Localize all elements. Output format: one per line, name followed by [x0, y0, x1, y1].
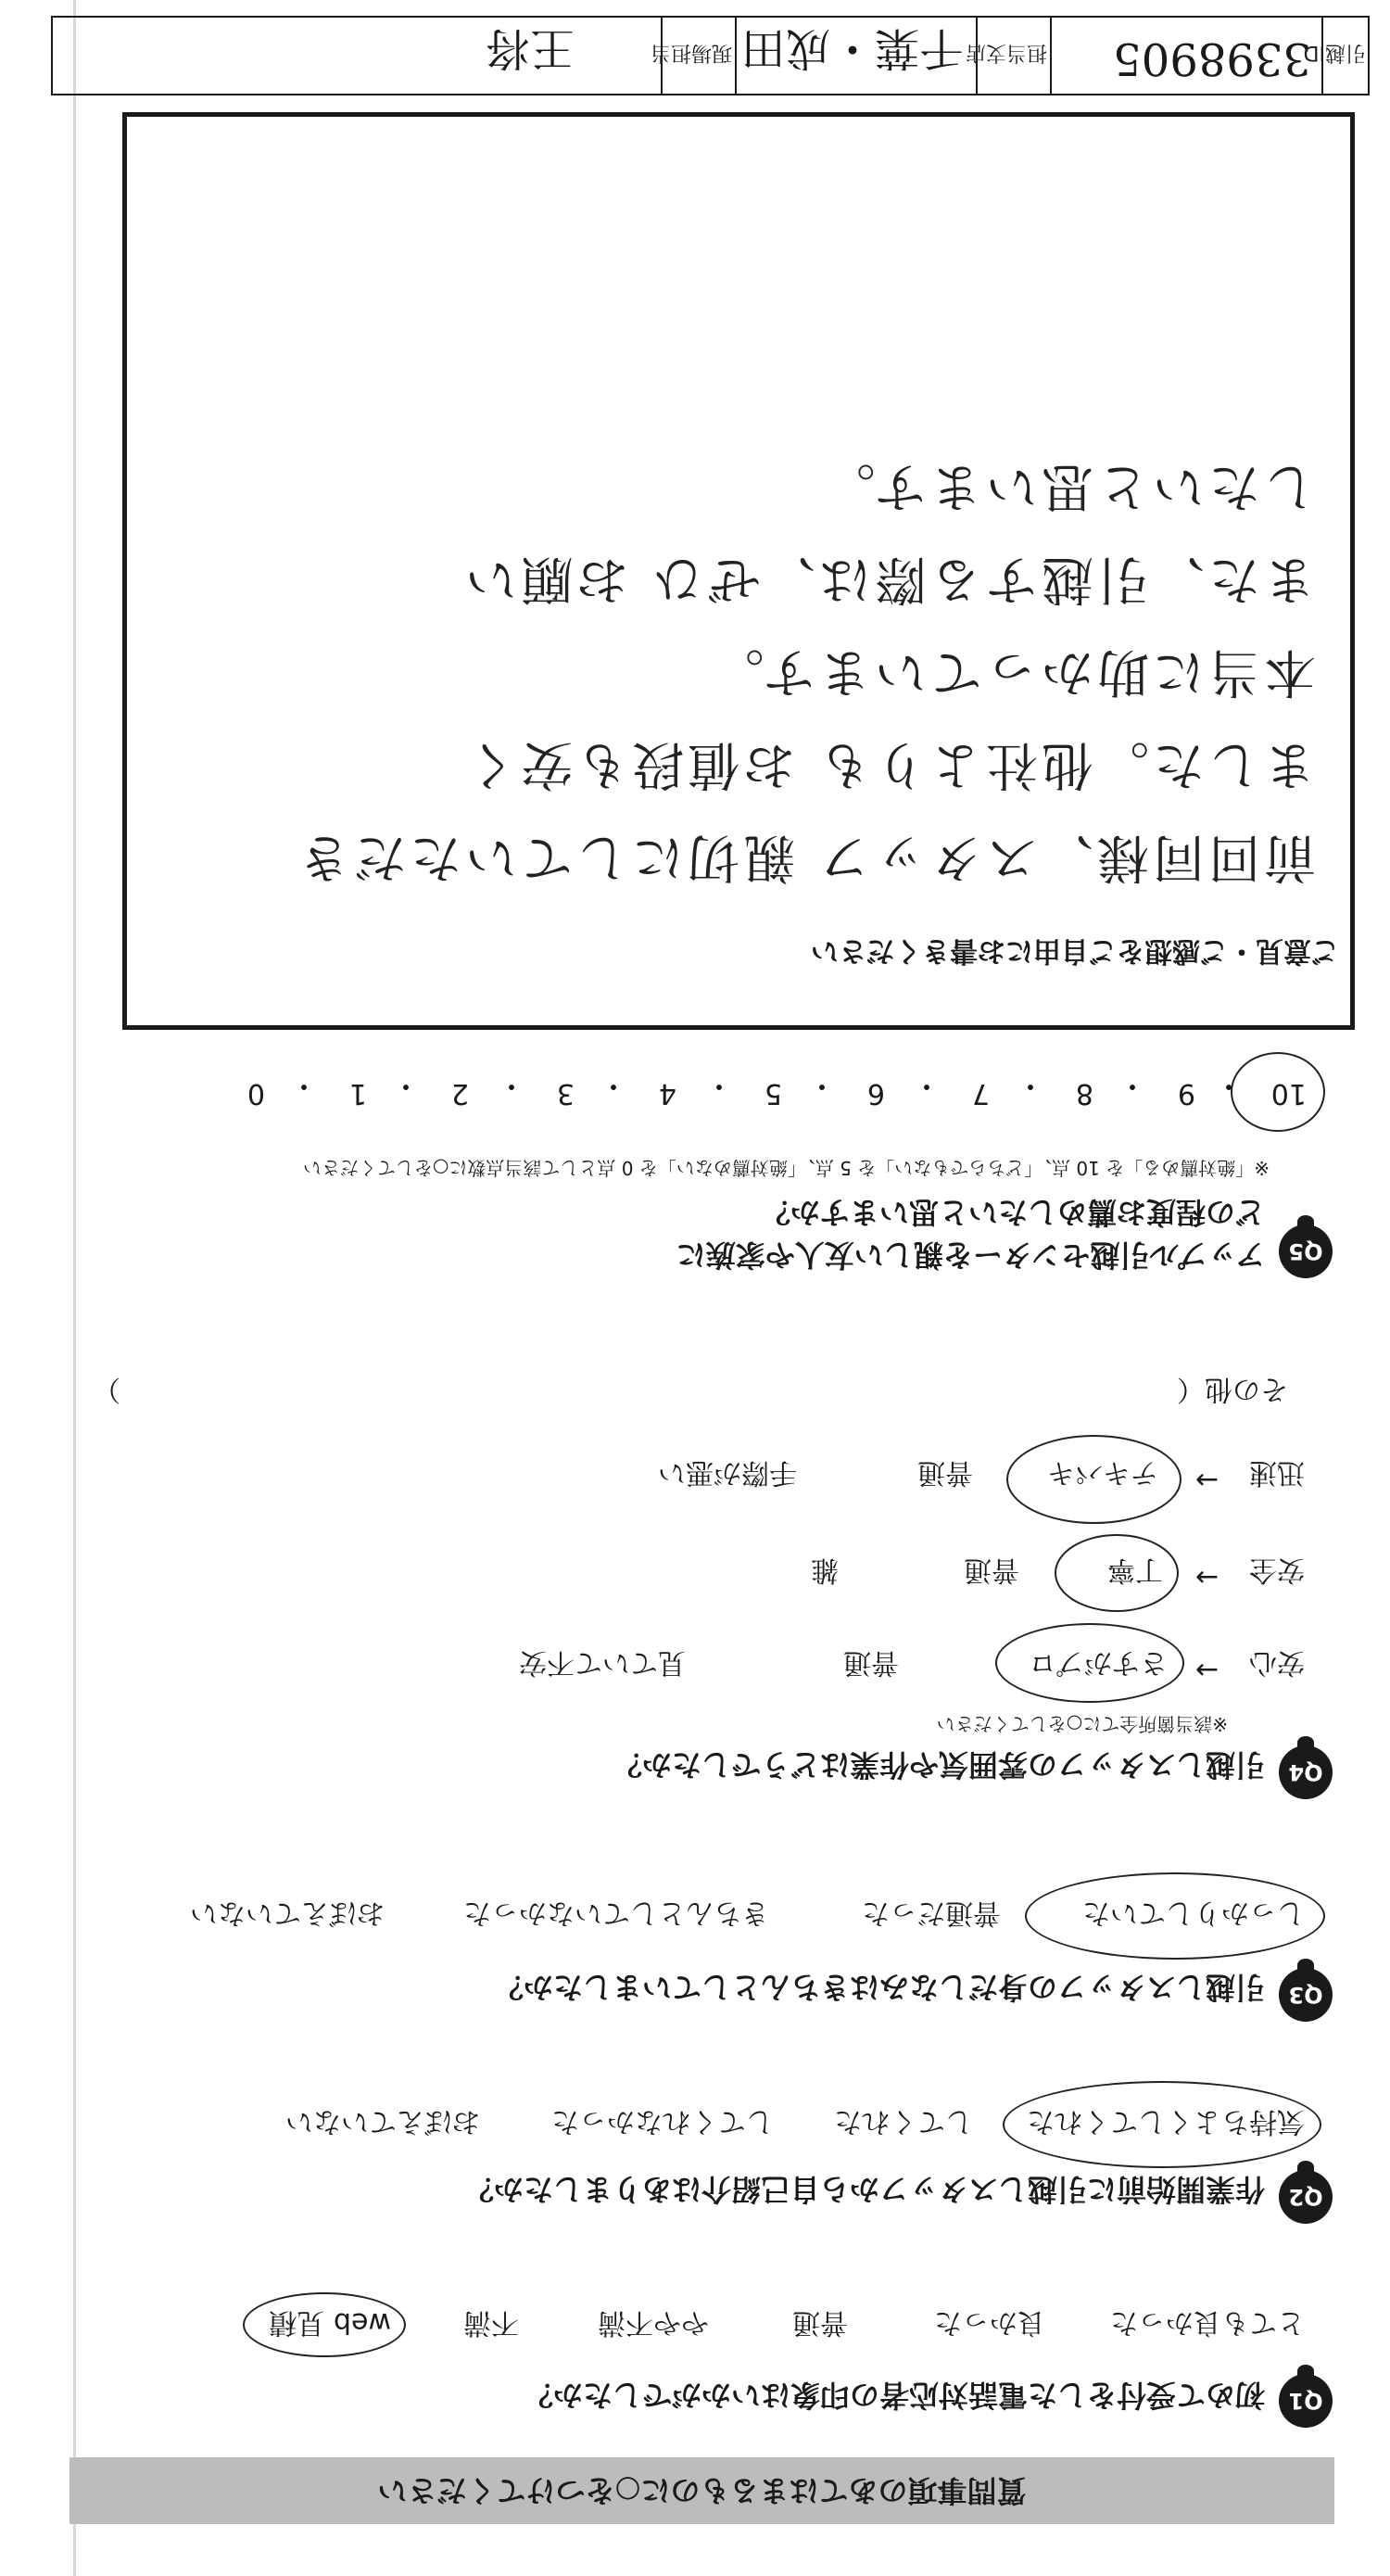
q4-row3-label: 迅速	[1249, 1456, 1305, 1489]
q1-option-3[interactable]: 普通	[792, 2306, 848, 2339]
q2-option-1[interactable]: 気持ちよくしてくれた	[1027, 2105, 1305, 2138]
scale-separator: ・	[805, 1069, 837, 1104]
q1-option-5[interactable]: 不満	[463, 2306, 519, 2339]
q2-option-4[interactable]: おぼえていない	[285, 2105, 480, 2138]
q4-row3-option-3[interactable]: 手際が悪い	[658, 1456, 797, 1489]
comment-line-5: したいと思います。	[819, 456, 1316, 516]
arrow-icon: →	[1194, 1561, 1219, 1593]
instruction-text: 質問事項のあてはまるものに○をつけてください	[377, 2473, 1027, 2508]
q5-text-line1: アップル引越センターを親しい友人や家族に	[676, 1237, 1265, 1273]
q5-scale-7[interactable]: 7	[971, 1077, 990, 1110]
q4-row2-label: 安全	[1249, 1554, 1305, 1586]
q3-icon: Q3	[1279, 1968, 1333, 2022]
q4-text: 引越しスタッフの雰囲気や作業はどうでしたか？	[612, 1747, 1265, 1783]
q4-row3-option-1[interactable]: テキパキ	[1047, 1456, 1158, 1489]
page-edge	[73, 0, 76, 2576]
q5-scale-6[interactable]: 6	[866, 1077, 885, 1110]
q5-text-line2: どの程度お薦めしたいと思いますか？	[760, 1195, 1265, 1230]
q2-icon: Q2	[1279, 2170, 1333, 2224]
q4-other-close: ）	[93, 1373, 120, 1405]
comment-line-2: ました。他社よりも お値段も安く	[461, 734, 1316, 794]
q3-answer-circle	[1025, 1872, 1325, 1960]
q1-option-1[interactable]: とても良かった	[1110, 2306, 1305, 2339]
scale-separator: ・	[287, 1069, 319, 1104]
q5-scale-0[interactable]: 0	[246, 1077, 265, 1110]
footer-id-value: 3398905	[1113, 32, 1311, 84]
q5-scale-8[interactable]: 8	[1075, 1077, 1093, 1110]
q4-row1-label: 安心	[1249, 1646, 1305, 1679]
q4-row1-option-1[interactable]: さすがプロ	[1029, 1646, 1168, 1679]
q5-scale-9[interactable]: 9	[1177, 1077, 1195, 1110]
scale-separator: ・	[495, 1069, 526, 1104]
footer-divider	[1050, 16, 1052, 95]
q1-option-6[interactable]: web 見積	[269, 2306, 391, 2339]
footer-divider	[735, 16, 737, 95]
comment-title: ご意見・ご感想をご自由にお書きください	[811, 934, 1339, 967]
scale-separator: ・	[702, 1069, 734, 1104]
q4-row1-option-2[interactable]: 普通	[843, 1646, 899, 1679]
q2-text: 作業開始前に引越しスタッフから自己紹介はありましたか？	[463, 2172, 1265, 2207]
arrow-icon: →	[1194, 1654, 1219, 1686]
q5-scale-2[interactable]: 2	[450, 1077, 469, 1110]
q4-icon: Q4	[1279, 1745, 1333, 1799]
scale-separator: ・	[1014, 1069, 1045, 1104]
scale-separator: ・	[1212, 1069, 1244, 1104]
q4-row3-answer-circle	[1006, 1435, 1182, 1524]
q4-row2-option-1[interactable]: 丁寧	[1107, 1554, 1163, 1586]
q5-scale-4[interactable]: 4	[658, 1077, 676, 1110]
footer-id-label: 引越ID	[1303, 41, 1366, 64]
q3-option-3[interactable]: きちんとしていなかった	[463, 1897, 769, 1929]
q1-answer-circle	[243, 2292, 406, 2357]
q4-other-label: その他（	[1177, 1373, 1288, 1405]
q5-answer-circle	[1231, 1052, 1325, 1132]
scale-separator: ・	[1116, 1069, 1147, 1104]
q1-icon: Q1	[1279, 2374, 1333, 2428]
footer-team-label: 現場担当	[650, 41, 732, 64]
q5-note: ※「絶対薦める」を 10 点、「どちらでもない」を 5 点、「絶対薦めない」を 0 点として該当点数に○をしてください	[302, 1157, 1270, 1179]
q1-option-2[interactable]: 良かった	[934, 2306, 1045, 2339]
q5-scale-3[interactable]: 3	[556, 1077, 575, 1110]
q3-text: 引越しスタッフの身だしなみはきちんとしていましたか？	[493, 1970, 1265, 2005]
q3-option-1[interactable]: しっかりしていた	[1082, 1897, 1305, 1929]
q4-row3-option-2[interactable]: 普通	[917, 1456, 973, 1489]
q5-scale-5[interactable]: 5	[764, 1077, 782, 1110]
comment-line-4: また、引越する際は、ぜひ お願い	[461, 549, 1316, 609]
footer-team-value: 王将	[485, 22, 575, 74]
scale-separator: ・	[910, 1069, 941, 1104]
q3-option-2[interactable]: 普通だった	[862, 1897, 1001, 1929]
q1-text: 初めて受付をした電話対応者の印象はいかがでしたか？	[523, 2378, 1265, 2413]
instruction-band	[70, 2457, 1334, 2524]
comment-line-1: 前回同様、スタッフ 親切にしていただき	[295, 827, 1316, 887]
comment-line-3: 本当に助かっています。	[708, 641, 1316, 702]
q2-answer-circle	[1003, 2081, 1321, 2168]
arrow-icon: →	[1194, 1464, 1219, 1496]
q4-row2-option-2[interactable]: 普通	[964, 1554, 1019, 1586]
q2-option-3[interactable]: してくれなかった	[551, 2105, 774, 2138]
q2-option-2[interactable]: してくれた	[834, 2105, 973, 2138]
q1-option-4[interactable]: やや不満	[598, 2306, 709, 2339]
q4-row2-option-3[interactable]: 雑	[811, 1554, 839, 1586]
q5-scale-1[interactable]: 1	[348, 1077, 367, 1110]
q4-row1-answer-circle	[995, 1623, 1184, 1703]
q4-note: ※該当箇所全てに○をしてください	[936, 1713, 1228, 1735]
q4-row1-option-3[interactable]: 見ていて不安	[519, 1646, 686, 1679]
q3-option-4[interactable]: おぼえていない	[190, 1897, 385, 1929]
footer-branch-value: 千葉・成田	[740, 22, 964, 74]
scale-separator: ・	[389, 1069, 421, 1104]
q5-icon: Q5	[1279, 1225, 1333, 1278]
footer-branch-label: 担当支店	[965, 41, 1047, 64]
q5-scale-10[interactable]: 10	[1270, 1077, 1307, 1110]
q4-row2-answer-circle	[1055, 1534, 1179, 1612]
scale-separator: ・	[597, 1069, 628, 1104]
